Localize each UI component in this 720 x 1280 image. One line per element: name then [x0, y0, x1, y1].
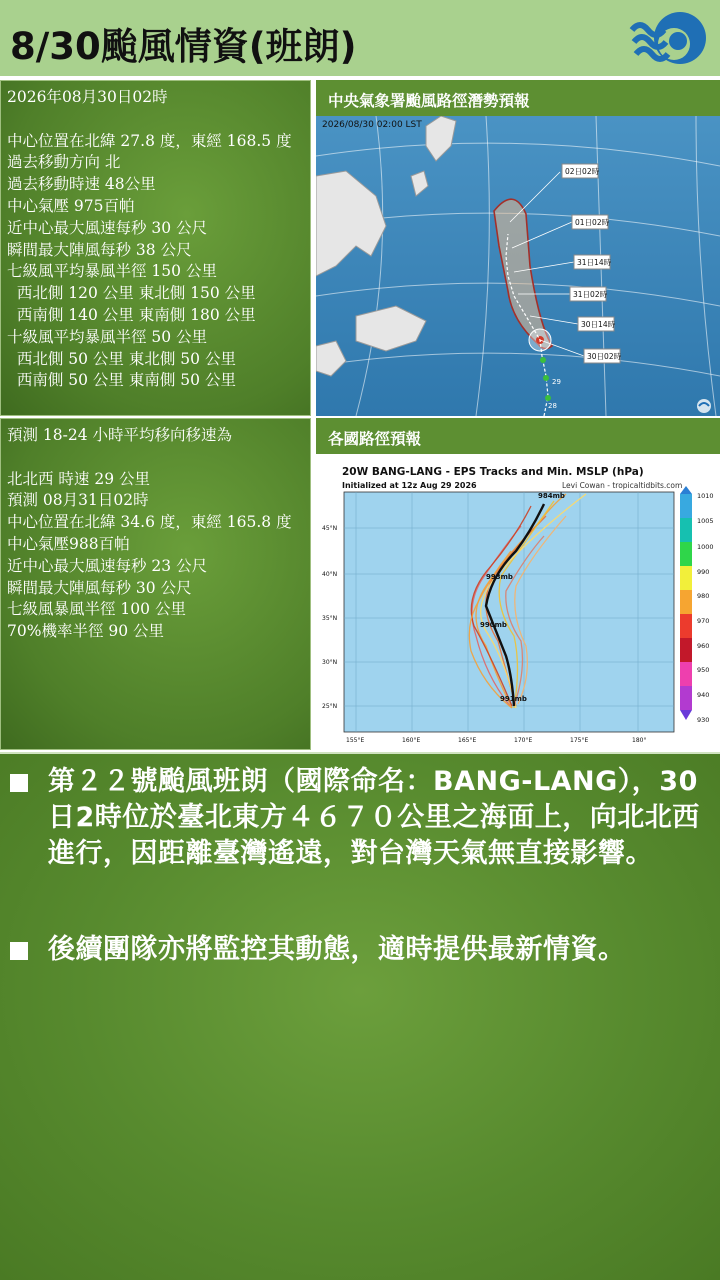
bullet-square-icon — [10, 774, 28, 792]
forecast-info-line: 近中心最大風速每秒 23 公尺 — [7, 556, 208, 575]
cwa-logo-icon — [697, 399, 711, 413]
forecast-info-line: 七級風暴風半徑 100 公里 — [7, 600, 186, 619]
current-info-line: 西南側 140 公里 東南側 180 公里 — [7, 305, 256, 324]
forecast-info-line: 預測 08月31日02時 — [7, 491, 149, 510]
intl-pressure-label-3: 991mb — [500, 695, 527, 703]
forecast-info-line: 北北西 時速 29 公里 — [7, 469, 151, 488]
intl-colorbar — [680, 486, 692, 720]
intl-lon-tick-0: 155°E — [346, 737, 365, 744]
intl-pressure-label-1: 993mb — [486, 573, 513, 581]
intl-colorbar-label-0: 1010 — [697, 492, 714, 500]
forecast-info-line: 中心位置在北緯 34.6 度，東經 165.8 度 — [7, 513, 292, 532]
bullet-square-icon — [10, 942, 28, 960]
intl-colorbar-label-1: 1005 — [697, 517, 714, 525]
intl-pressure-label-2: 990mb — [480, 621, 507, 629]
cwa-label-4: 30日14時 — [581, 320, 616, 329]
current-info-text — [1, 81, 310, 398]
cwa-track-label-29: 29 — [552, 378, 561, 386]
intl-lon-tick-2: 165°E — [458, 737, 477, 744]
forecast-info-line: 70%機率半徑 90 公里 — [7, 622, 165, 641]
intl-colorbar-label-2: 1000 — [697, 543, 714, 551]
cwa-label-0: 02日02時 — [565, 167, 600, 176]
intl-chart-init: Initialized at 12z Aug 29 2026 — [342, 481, 477, 490]
current-info-line — [7, 109, 304, 131]
intl-map-heading: 各國路徑預報 — [316, 418, 720, 454]
forecast-info-panel — [0, 418, 311, 750]
intl-colorbar-label-3: 990 — [697, 568, 710, 576]
intl-chart-title: 20W BANG-LANG - EPS Tracks and Min. MSLP (hPa) — [342, 466, 644, 478]
summary-panel — [0, 752, 720, 1280]
logo-icon — [626, 8, 708, 70]
cwa-label-3: 31日02時 — [573, 290, 608, 299]
cwa-map-timestamp: 2026/08/30 02:00 LST — [322, 120, 422, 130]
current-info-line: 中心氣壓 975百帕 — [7, 196, 135, 215]
intl-lat-tick-4: 25°N — [322, 703, 338, 710]
intl-pressure-label-0: 984mb — [538, 492, 565, 500]
current-info-line: 2026年08月30日02時 — [7, 88, 168, 106]
summary-bullet-1-text: 第２２號颱風班朗（國際命名：BANG-LANG），30日2時位於臺北東方４６７０公里之海面上，向北北西進行，因距離臺灣遙遠，對台灣天氣無直接影響。 — [48, 766, 700, 869]
current-info-line: 中心位置在北緯 27.8 度，東經 168.5 度 — [7, 131, 292, 150]
current-info-line: 過去移動方向 北 — [7, 153, 121, 172]
cwa-label-1: 01日02時 — [575, 218, 610, 227]
cwa-track-label-28: 28 — [548, 402, 557, 410]
current-info-line: 西南側 50 公里 東南側 50 公里 — [7, 371, 236, 390]
intl-track-map — [316, 456, 720, 750]
intl-colorbar-label-6: 960 — [697, 642, 710, 650]
intl-colorbar-label-8: 940 — [697, 691, 710, 699]
forecast-info-text — [1, 419, 310, 649]
current-info-line: 十級風平均暴風半徑 50 公里 — [7, 327, 208, 346]
summary-bullet-2-text: 後續團隊亦將監控其動態，適時提供最新情資。 — [48, 934, 626, 965]
intl-lat-tick-0: 45°N — [322, 525, 338, 532]
intl-lon-tick-5: 180° — [632, 737, 647, 744]
cwa-label-5: 30日02時 — [587, 352, 622, 361]
cwa-track-map — [316, 116, 720, 416]
forecast-info-line: 瞬間最大陣風每秒 30 公尺 — [7, 578, 192, 597]
cwa-label-2: 31日14時 — [577, 258, 612, 267]
intl-chart-credit: Levi Cowan - tropicaltidbits.com — [562, 481, 683, 490]
current-info-line: 西北側 50 公里 東北側 50 公里 — [7, 349, 236, 368]
intl-lat-tick-1: 40°N — [322, 571, 338, 578]
intl-colorbar-label-9: 930 — [697, 716, 710, 724]
intl-lon-tick-4: 175°E — [570, 737, 589, 744]
intl-lat-tick-2: 35°N — [322, 615, 338, 622]
page-title: 8/30颱風情資(班朗) — [10, 25, 357, 68]
intl-lon-tick-1: 160°E — [402, 737, 421, 744]
forecast-info-line: 中心氣壓988百帕 — [7, 534, 130, 553]
intl-lat-tick-3: 30°N — [322, 659, 338, 666]
intl-colorbar-label-7: 950 — [697, 666, 710, 674]
cwa-map-heading: 中央氣象署颱風路徑潛勢預報 — [316, 80, 720, 116]
intl-colorbar-label-4: 980 — [697, 592, 710, 600]
forecast-info-line: 預測 18-24 小時平均移向移速為 — [7, 426, 233, 444]
intl-colorbar-label-5: 970 — [697, 617, 710, 625]
header-bar — [0, 0, 720, 78]
current-info-line: 七級風平均暴風半徑 150 公里 — [7, 262, 217, 281]
current-info-line: 近中心最大風速每秒 30 公尺 — [7, 218, 208, 237]
intl-lon-tick-3: 170°E — [514, 737, 533, 744]
current-info-line: 過去移動時速 48公里 — [7, 175, 156, 194]
forecast-info-line — [7, 447, 304, 469]
current-info-panel — [0, 80, 311, 416]
current-info-line: 瞬間最大陣風每秒 38 公尺 — [7, 240, 192, 259]
current-info-line: 西北側 120 公里 東北側 150 公里 — [7, 284, 256, 303]
